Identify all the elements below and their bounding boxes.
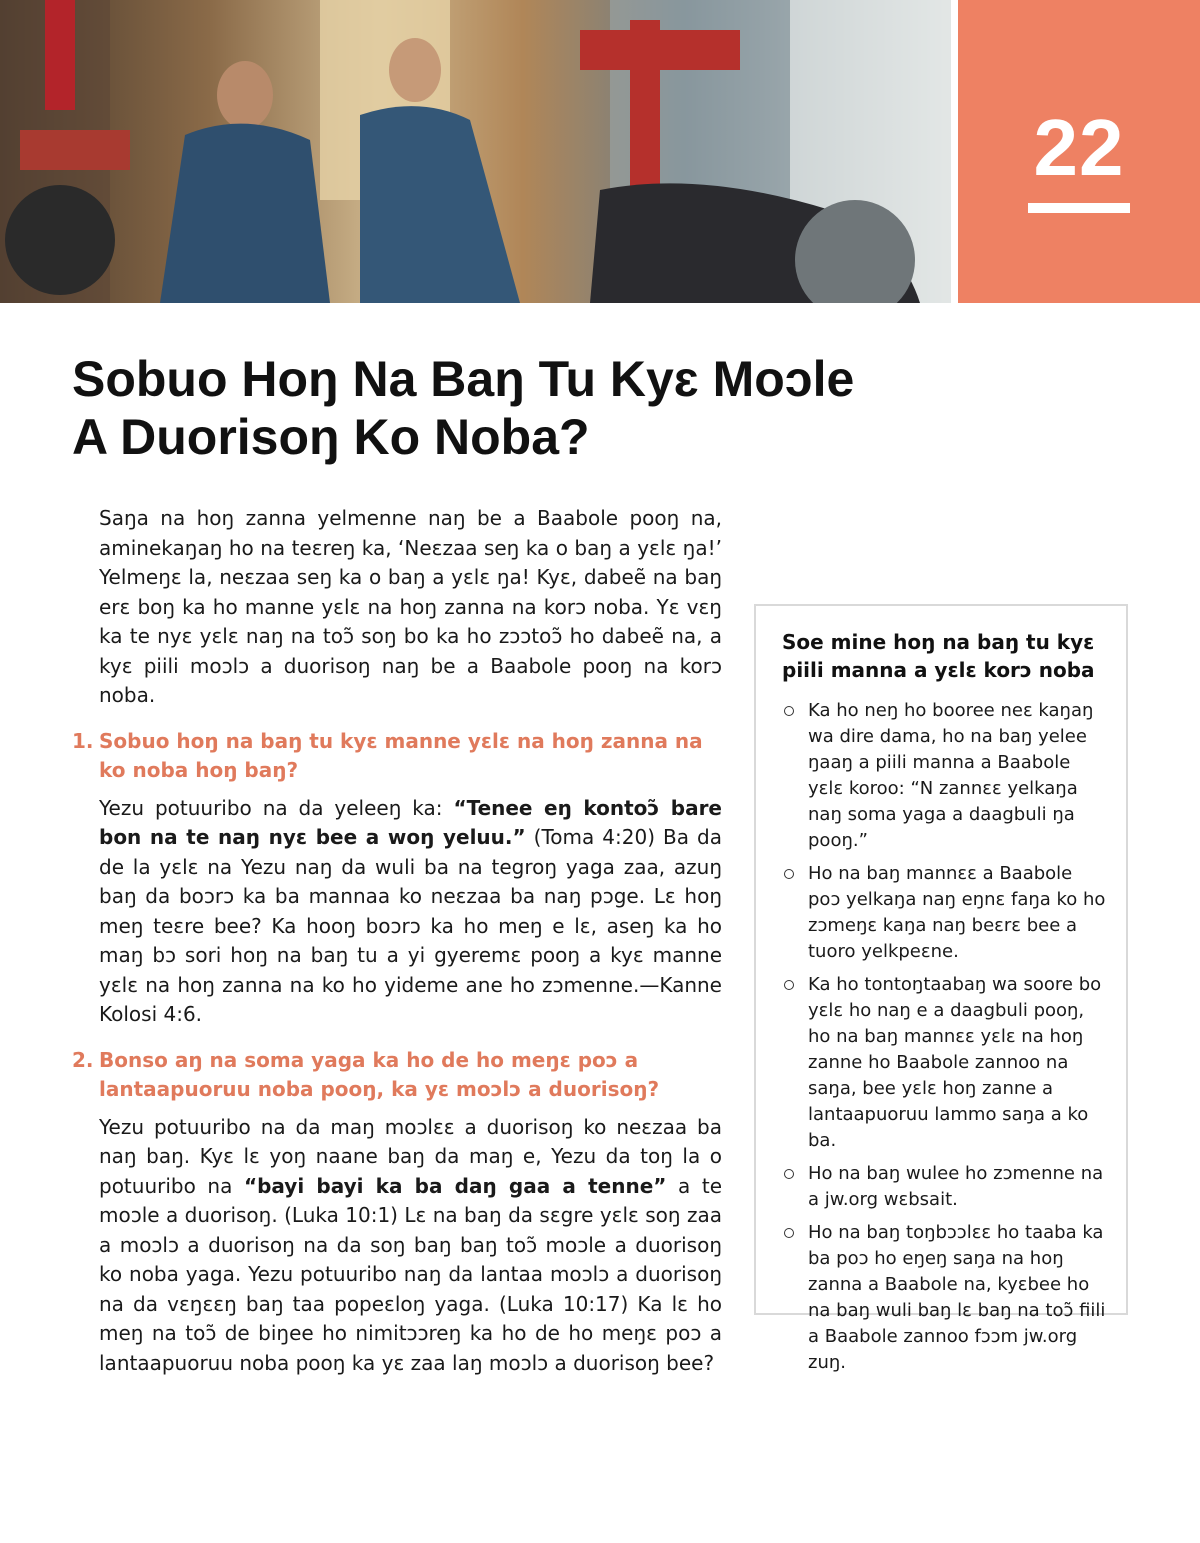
question-text: Sobuo hoŋ na baŋ tu kyɛ manne yɛlɛ na hoŋ zanna na ko noba hoŋ baŋ?: [99, 728, 703, 782]
tip-text: Ho na baŋ toŋbɔɔlɛɛ ho taaba ka ba poɔ ho eŋeŋ saŋa na hoŋ zanna a Baabole na, kyɛbee ho na baŋ wuli baŋ lɛ baŋ na toɔ̃ fiili a Baabole zannoo fɔɔm jw.org zuŋ.: [808, 1222, 1106, 1373]
circle-bullet-icon: [784, 706, 794, 716]
question-heading: [72, 1046, 722, 1105]
paragraph-text: a te moɔle a duorisoŋ. (Luka 10:1) Lɛ na baŋ da sɛgre yɛlɛ soŋ zaa a moɔlɔ a duorisoŋ na da soŋ baŋ baŋ toɔ̃ moɔle a duorisoŋ ko noba yaga. Yezu potuuribo naŋ da lantaa moɔlɔ a duorisoŋ na da vɛŋɛɛŋ baŋ taa popeɛloŋ yaga. (Luka 10:17) Ka lɛ ho meŋ na toɔ̃ de biŋee ho nimitɔɔreŋ ka ho de ho meŋɛ poɔ a lantaapuoruu noba pooŋ ka yɛ zaa laŋ moɔlɔ a duorisoŋ bee?: [99, 1173, 723, 1375]
question-number: 1.: [72, 728, 94, 753]
paragraph-text: Yezu potuuribo na da yeleeŋ ka:: [99, 795, 454, 820]
question-text: Bonso aŋ na soma yaga ka ho de ho meŋɛ poɔ a lantaapuoruu noba pooŋ, ka yɛ moɔlɔ a duorisoŋ?: [99, 1047, 660, 1101]
intro-paragraph: Saŋa na hoŋ zanna yelmenne naŋ be a Baabole pooŋ na, aminekaŋaŋ ho na teɛreŋ ka, ‘Neɛzaa seŋ ka o baŋ a yɛlɛ ŋa!’ Yelmeŋɛ la, neɛzaa seŋ ka o baŋ a yɛlɛ ŋa! Kyɛ, dabeẽ na baŋ erɛ boŋ ka ho manne yɛlɛ na hoŋ zanna na korɔ noba. Yɛ vɛŋ ka te nyɛ yɛlɛ naŋ na toɔ̃ soŋ bo ka ho zɔɔtoɔ̃ ho dabeẽ na, a kyɛ piili moɔlɔ a duorisoŋ naŋ be a Baabole pooŋ na korɔ noba.: [99, 506, 722, 707]
list-item: [782, 698, 1106, 854]
sidebar-title: Soe mine hoŋ na baŋ tu kyɛ piili manna a yɛlɛ korɔ noba: [782, 630, 1095, 682]
tips-list: [782, 698, 1106, 1376]
scripture-quote: “Tenee eŋ kontoɔ̃ bare bon na te naŋ nyɛ bee a woŋ yeluu.”: [99, 795, 722, 849]
title-line: Sobuo Hoŋ Na Baŋ Tu Kyɛ Moɔle: [72, 351, 855, 407]
lesson-badge: [958, 0, 1200, 303]
main-column: [72, 504, 722, 1394]
tip-text: Ho na baŋ wulee ho zɔmenne na a jw.org wɛbsait.: [808, 1163, 1104, 1210]
question-heading: [72, 727, 722, 786]
paragraph-text: (Toma 4:20) Ba da de la yɛlɛ na Yezu naŋ da wuli ba na tegroŋ yaga zaa, azuŋ baŋ da boɔrɔ ka ba mannaa ko neɛzaa ba naŋ pɔge. Lɛ hoŋ meŋ teɛre bee? Ka hooŋ boɔrɔ ka ho meŋ e lɛ, aseŋ ka ho maŋ bɔ sori hoŋ na baŋ tu a yi gyeremɛ pooŋ a kyɛ manne yɛlɛ na hoŋ zanna na ko ho yideme ane ho zɔmenne.—Kanne Kolosi 4:6.: [99, 825, 722, 1026]
list-item: [782, 861, 1106, 965]
tips-sidebar: [754, 604, 1128, 1373]
tip-text: Ka ho neŋ ho booree neɛ kaŋaŋ wa dire dama, ho na baŋ yelee ŋaaŋ a piili manna a Baabole yɛlɛ koroo: “N zannɛɛ yelkaŋa naŋ soma yaga a daagbuli ŋa pooŋ.”: [808, 700, 1094, 851]
question-number: 2.: [72, 1047, 94, 1072]
paragraph-text: Yezu potuuribo na da maŋ moɔlɛɛ a duorisoŋ ko neɛzaa ba naŋ baŋ. Kyɛ lɛ yoŋ naane baŋ da maŋ e, Yezu da toŋ la o potuuribo na: [99, 1114, 722, 1198]
circle-bullet-icon: [784, 1169, 794, 1179]
mechanics-garage-illustration: [0, 0, 951, 303]
list-item: [782, 1220, 1106, 1376]
list-item: [782, 972, 1106, 1154]
title-line: A Duorisoŋ Ko Noba?: [72, 409, 590, 465]
header-photo: [0, 0, 951, 303]
section-paragraph: [99, 794, 722, 1030]
circle-bullet-icon: [784, 980, 794, 990]
scripture-quote: “bayi bayi ka ba daŋ gaa a tenne”: [243, 1173, 667, 1198]
list-item: [782, 1161, 1106, 1213]
circle-bullet-icon: [784, 869, 794, 879]
circle-bullet-icon: [784, 1228, 794, 1238]
badge-underline: [1028, 203, 1130, 213]
section-paragraph: [99, 1113, 722, 1379]
lesson-number: 22: [1033, 103, 1125, 192]
tip-text: Ho na baŋ mannɛɛ a Baabole poɔ yelkaŋa naŋ eŋnɛ faŋa ko ho zɔmeŋɛ kaŋa naŋ beɛrɛ bee a tuoro yelkpeɛne.: [808, 863, 1106, 962]
lesson-title: [72, 350, 932, 466]
tip-text: Ka ho tontoŋtaabaŋ wa soore bo yɛlɛ ho naŋ e a daagbuli pooŋ, ho na baŋ mannɛɛ yɛlɛ na hoŋ zanne ho Baabole zannoo na saŋa, bee yɛlɛ hoŋ zanne a lantaapuoruu lammo saŋa a ko ba.: [808, 974, 1102, 1151]
